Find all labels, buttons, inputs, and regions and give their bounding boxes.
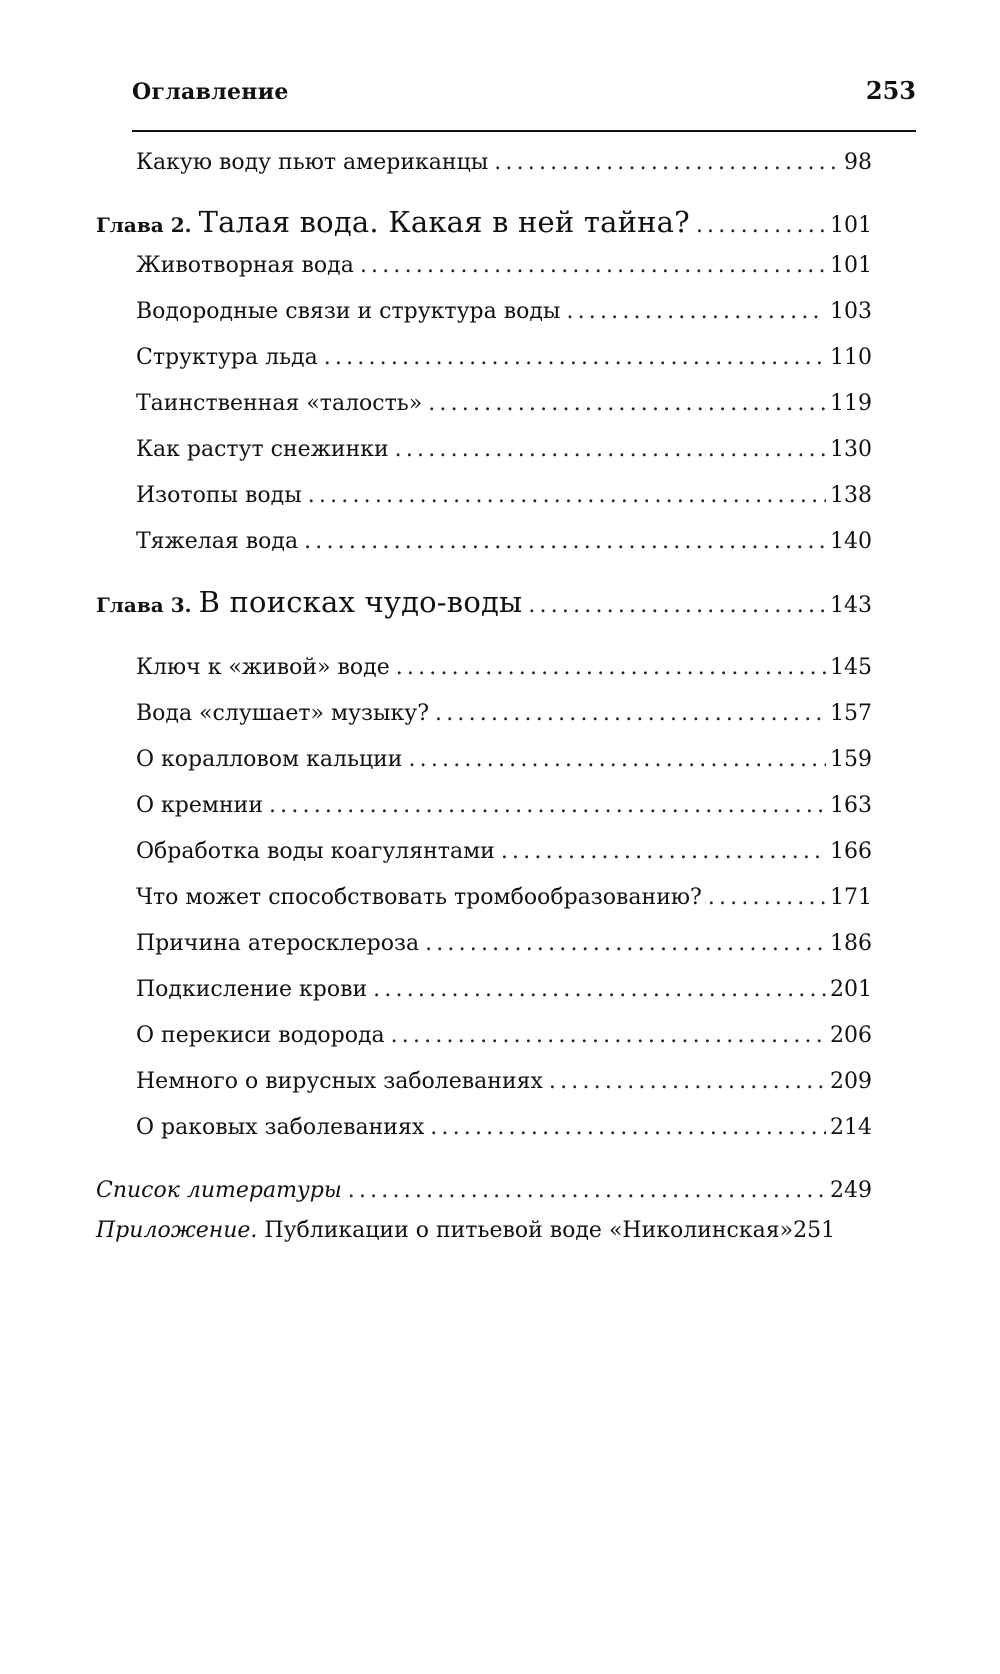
toc-entry[interactable] (136, 529, 872, 554)
toc-entry-title: Вода «слушает» музыку? (136, 701, 430, 726)
dot-leader (360, 253, 826, 278)
toc-entry-page: 98 (844, 150, 872, 175)
toc-entry-title: Какую воду пьют американцы (136, 150, 489, 175)
toc-entry-page: 138 (830, 483, 872, 508)
dot-leader (395, 437, 826, 462)
toc-entry-page: 103 (830, 299, 872, 324)
toc-entry-page: 101 (830, 253, 872, 278)
dot-leader (304, 529, 826, 554)
toc-entry-title: Водородные связи и структура воды (136, 299, 561, 324)
dot-leader (408, 747, 826, 772)
toc-entry-title: Тяжелая вода (136, 529, 299, 554)
toc-appendix[interactable] (96, 1218, 896, 1243)
dot-leader (428, 391, 826, 416)
toc-bibliography[interactable] (96, 1178, 872, 1203)
toc-entry-title: О коралловом кальции (136, 747, 403, 772)
toc-entry[interactable] (136, 483, 872, 508)
dot-leader (430, 1115, 826, 1140)
toc-entry-title: Таинственная «талость» (136, 391, 423, 416)
toc-entry-title: Подкисление крови (136, 977, 368, 1002)
toc-entry-page: 119 (830, 391, 872, 416)
dot-leader (308, 483, 826, 508)
toc-entry[interactable] (136, 977, 872, 1002)
dot-leader (528, 593, 826, 618)
dot-leader (494, 150, 840, 175)
dot-leader (324, 345, 826, 370)
dot-leader (696, 213, 826, 238)
toc-chapter[interactable] (96, 205, 872, 239)
toc-entry-title: Причина атеросклероза (136, 931, 420, 956)
toc-entry-page: 206 (830, 1023, 872, 1048)
toc-entry-title: Структура льда (136, 345, 318, 370)
toc-entry-title: Ключ к «живой» воде (136, 655, 390, 680)
toc-entry-page: 143 (830, 593, 872, 618)
toc-entry[interactable] (136, 1069, 872, 1094)
toc-entry-page: 159 (830, 747, 872, 772)
chapter-prefix: Глава 3. (96, 593, 192, 617)
running-head-title: Оглавление (132, 79, 289, 105)
toc-entry-title: Изотопы воды (136, 483, 302, 508)
toc-entry-page: 101 (830, 213, 872, 238)
toc-entry-title: О кремнии (136, 793, 263, 818)
appendix-title: Публикации о питьевой воде «Николинская» (264, 1218, 794, 1243)
chapter-name: Талая вода. Какая в ней тайна? (198, 205, 690, 239)
toc-entry-page: 130 (830, 437, 872, 462)
appendix-page: 251 (793, 1218, 836, 1243)
toc-entry-page: 145 (830, 655, 872, 680)
toc-chapter-title (96, 585, 522, 619)
toc-entry-title: Что может способствовать тромбообразованию? (136, 885, 702, 910)
dot-leader (501, 839, 826, 864)
toc-entry-page: 201 (830, 977, 872, 1002)
toc-entry-page: 214 (830, 1115, 872, 1140)
toc-entry[interactable] (136, 150, 872, 175)
toc-entry[interactable] (136, 839, 872, 864)
appendix-prefix: Приложение. (96, 1218, 258, 1243)
dot-leader (425, 931, 826, 956)
dot-leader (391, 1023, 826, 1048)
header-rule (132, 130, 916, 132)
toc-entry-page: 166 (830, 839, 872, 864)
toc-entry-page: 140 (830, 529, 872, 554)
toc-entry-page: 209 (830, 1069, 872, 1094)
toc-entry[interactable] (136, 1115, 872, 1140)
toc-entry-page: 157 (830, 701, 872, 726)
toc-entry-page: 171 (830, 885, 872, 910)
toc-entry-title: О перекиси водорода (136, 1023, 385, 1048)
toc-entry-title: Обработка воды коагулянтами (136, 839, 495, 864)
toc-entry[interactable] (136, 931, 872, 956)
toc-entry-page: 249 (830, 1178, 872, 1203)
dot-leader (566, 299, 826, 324)
toc-entry-title: Немного о вирусных заболеваниях (136, 1069, 543, 1094)
toc-entry[interactable] (136, 391, 872, 416)
dot-leader (269, 793, 826, 818)
running-head (132, 76, 916, 112)
toc-entry-title: Животворная вода (136, 253, 354, 278)
dot-leader (396, 655, 826, 680)
toc-chapter[interactable] (96, 585, 872, 619)
page-number: 253 (865, 76, 916, 105)
toc-entry-page: 163 (830, 793, 872, 818)
dot-leader (435, 701, 826, 726)
dot-leader (549, 1069, 826, 1094)
toc-entry-title: Список литературы (96, 1178, 342, 1203)
chapter-name: В поисках чудо-воды (198, 585, 523, 619)
chapter-prefix: Глава 2. (96, 213, 192, 237)
toc-entry[interactable] (136, 437, 872, 462)
toc-entry-title: Как растут снежинки (136, 437, 389, 462)
toc-entry[interactable] (136, 253, 872, 278)
toc-entry[interactable] (136, 701, 872, 726)
dot-leader (708, 885, 826, 910)
toc-entry[interactable] (136, 1023, 872, 1048)
toc-chapter-title (96, 205, 690, 239)
toc-entry[interactable] (136, 345, 872, 370)
dot-leader (348, 1178, 826, 1203)
toc-entry[interactable] (136, 747, 872, 772)
toc-entry[interactable] (136, 655, 872, 680)
toc-entry[interactable] (136, 793, 872, 818)
dot-leader (373, 977, 826, 1002)
toc-entry-page: 110 (830, 345, 872, 370)
toc-entry-page: 186 (830, 931, 872, 956)
toc-entry-title: О раковых заболеваниях (136, 1115, 425, 1140)
toc-entry[interactable] (136, 299, 872, 324)
toc-entry[interactable] (136, 885, 872, 910)
